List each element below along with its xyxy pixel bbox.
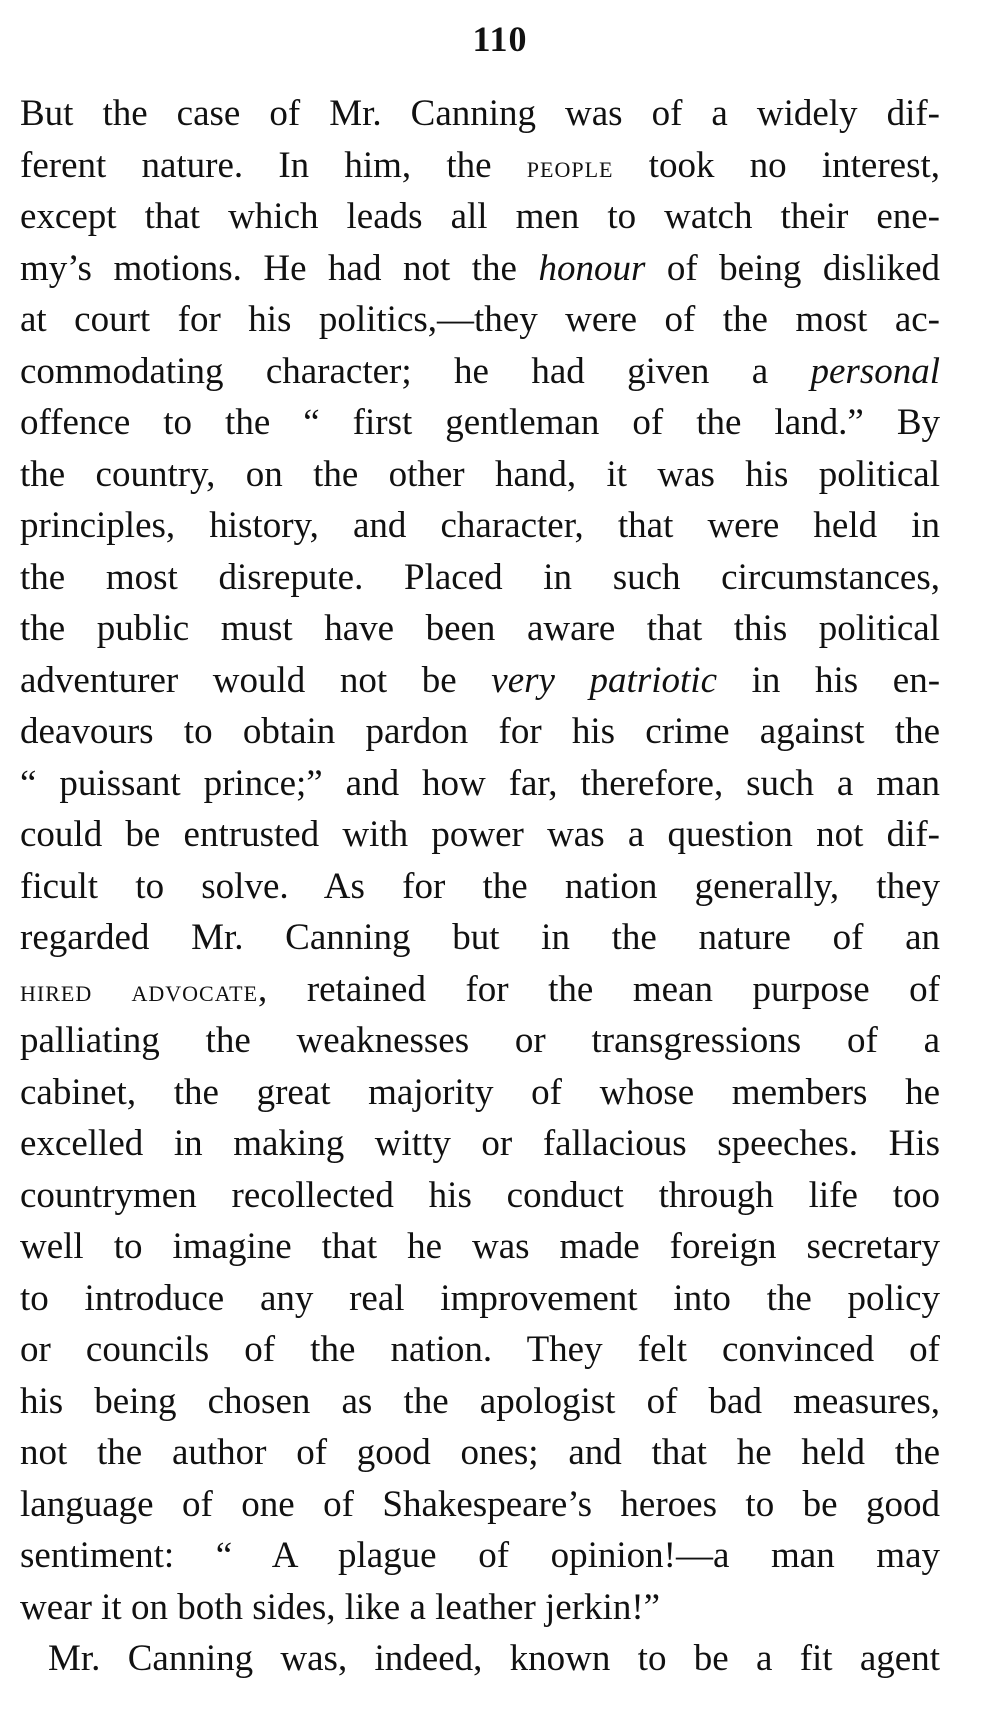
text-line [20, 912, 940, 964]
text-run: regarded Mr. Canning but in the nature of an [20, 917, 940, 958]
text-line [20, 140, 940, 192]
text-run: palliating the weaknesses or transgressions of a [20, 1020, 940, 1061]
text-line [20, 552, 940, 604]
text-line [20, 1324, 940, 1376]
text-line [20, 294, 940, 346]
text-line [20, 1376, 940, 1428]
text-run: the most disrepute. Placed in such circumstances, [20, 556, 940, 598]
text-line [20, 1273, 940, 1325]
text-line [20, 1633, 940, 1685]
text-line [20, 809, 940, 861]
text-line [20, 861, 940, 913]
text-run: principles, history, and character, that were held in [20, 505, 940, 546]
text-run: or councils of the nation. They felt convinced of [20, 1329, 940, 1370]
text-line [20, 655, 940, 707]
text-line [20, 191, 940, 243]
text-run: except that which leads all men to watch their ene- [20, 196, 940, 237]
text-run: , retained for the mean purpose of [258, 968, 940, 1010]
text-run: well to imagine that he was made foreign secretary [20, 1226, 940, 1267]
text-line [20, 397, 940, 449]
text-line [20, 88, 940, 140]
text-run: cabinet, the great majority of whose members he [20, 1071, 940, 1113]
text-line [20, 346, 940, 398]
text-run: ficult to solve. As for the nation generally, they [20, 865, 940, 907]
page-number: 110 [472, 19, 528, 59]
text-line [20, 449, 940, 501]
italic-text: honour [538, 247, 646, 289]
text-run: language of one of Shakespeare’s heroes to be good [20, 1483, 940, 1525]
text-line [20, 1221, 940, 1273]
text-run: at court for his politics,—they were of the most ac- [20, 299, 940, 340]
text-run: the public must have been aware that this political [20, 608, 940, 649]
text-run: offence to the “ first gentleman of the land.” By [20, 402, 940, 443]
text-run: sentiment: “ A plague of opinion!—a man may [20, 1535, 940, 1576]
text-line [20, 1170, 940, 1222]
text-run: But the case of Mr. Canning was of a widely dif- [20, 93, 940, 134]
text-run: wear it on both sides, like a leather jerkin!” [20, 1586, 661, 1628]
small-caps-text: people [526, 147, 614, 184]
text-run: deavours to obtain pardon for his crime against the [20, 711, 940, 752]
text-line [20, 1479, 940, 1531]
text-line [20, 1118, 940, 1170]
text-run: the country, on the other hand, it was his political [20, 453, 940, 495]
text-line [20, 243, 940, 295]
text-run: my’s motions. He had not the [20, 247, 539, 289]
text-run: excelled in making witty or fallacious speeches. His [20, 1123, 940, 1164]
text-line [20, 603, 940, 655]
text-run: Mr. Canning was, indeed, known to be a fit agent [48, 1638, 940, 1679]
text-run: not the author of good ones; and that he held the [20, 1432, 940, 1473]
text-line [20, 1582, 940, 1634]
text-line [20, 706, 940, 758]
text-run: could be entrusted with power was a question not dif- [20, 814, 940, 855]
small-caps-text: hired advocate [20, 971, 259, 1008]
text-run: commodating character; he had given a [20, 350, 811, 392]
text-run: “ puissant prince;” and how far, therefore, such a man [20, 762, 940, 804]
text-run: countrymen recollected his conduct through life too [20, 1174, 940, 1216]
text-run: adventurer would not be [20, 659, 492, 701]
text-line [20, 1530, 940, 1582]
text-line [20, 1015, 940, 1067]
italic-text: personal [810, 350, 940, 392]
text-line [20, 964, 940, 1016]
text-line [20, 758, 940, 810]
text-line [20, 1427, 940, 1479]
body-text [20, 88, 940, 1685]
text-run: ferent nature. In him, the [20, 144, 527, 186]
italic-text: very patriotic [491, 659, 718, 701]
text-run: took no interest, [613, 144, 941, 186]
text-line [20, 1067, 940, 1119]
text-run: his being chosen as the apologist of bad measures, [20, 1380, 940, 1422]
text-line [20, 500, 940, 552]
text-run: to introduce any real improvement into the policy [20, 1277, 940, 1319]
text-run: in his en- [717, 659, 941, 701]
text-run: of being disliked [645, 247, 940, 289]
